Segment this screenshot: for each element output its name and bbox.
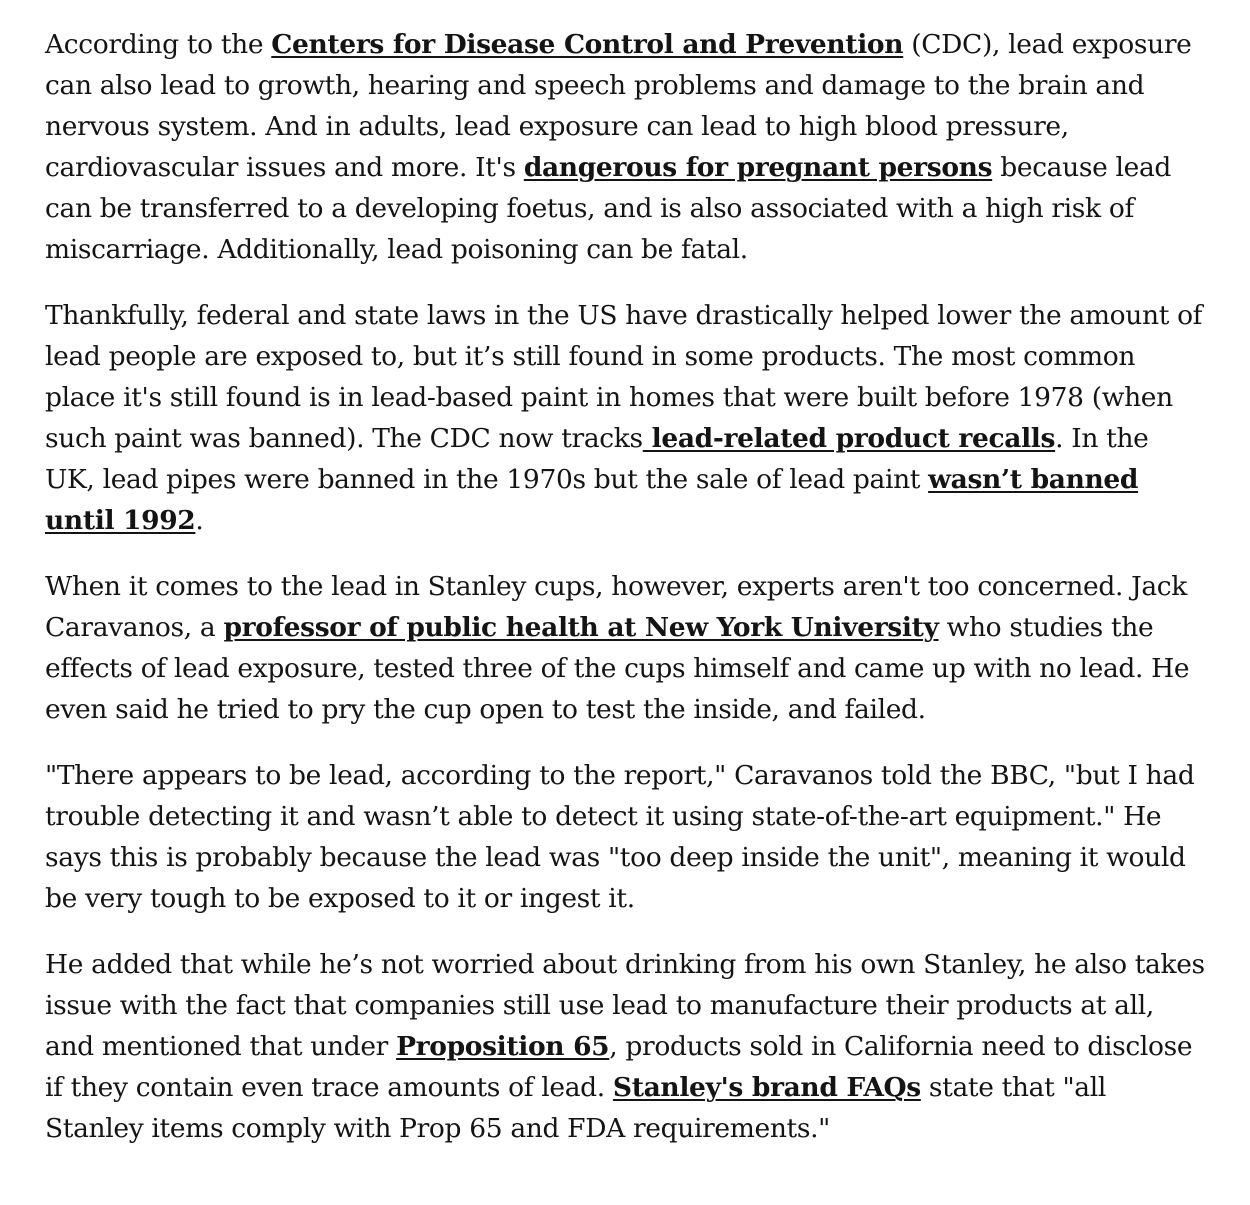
- paragraph-4: [45, 755, 1205, 919]
- proposition-65-link[interactable]: Proposition 65: [396, 1031, 610, 1062]
- paragraph-5: [45, 944, 1205, 1149]
- paragraph-2: [45, 295, 1205, 541]
- cdc-link[interactable]: Centers for Disease Control and Prevention: [271, 29, 904, 60]
- paragraph-1: [45, 24, 1205, 270]
- stanley-faqs-link[interactable]: Stanley's brand FAQs: [612, 1072, 921, 1103]
- paragraph-text: (CDC), lead exposure can also lead to growth, hearing and speech problems and damage to the brain and nervous system. And in adults, lead exposure can lead to high blood pressure, cardiovascular issues and more. It's: [45, 29, 1192, 183]
- product-recalls-link[interactable]: lead-related product recalls: [642, 423, 1056, 454]
- pregnant-persons-link[interactable]: dangerous for pregnant persons: [523, 152, 993, 183]
- lead-paint-ban-link[interactable]: wasn’t banned until 1992: [45, 464, 1139, 536]
- nyu-professor-link[interactable]: professor of public health at New York University: [223, 612, 939, 643]
- paragraph-text: because lead can be transferred to a developing foetus, and is also associated with a high risk of miscarriage. Additionally, lead poisoning can be fatal.: [45, 152, 1172, 265]
- paragraph-3: [45, 566, 1205, 730]
- paragraph-text: Thankfully, federal and state laws in the US have drastically helped lower the amount of lead people are exposed to, but it’s still found in some products. The most common place it's still found is in lead-based paint in homes that were built before 1978 (when such paint was banned). The CDC now tracks: [45, 300, 1203, 454]
- paragraph-text: , products sold in California need to disclose if they contain even trace amounts of lead.: [45, 1031, 1193, 1103]
- paragraph-text: .: [195, 505, 204, 536]
- paragraph-text: state that "all Stanley items comply with Prop 65 and FDA requirements.": [45, 1072, 1106, 1144]
- paragraph-text: who studies the effects of lead exposure, tested three of the cups himself and came up with no lead. He even said he tried to pry the cup open to test the inside, and failed.: [45, 612, 1190, 725]
- paragraph-text: According to the: [45, 29, 272, 60]
- paragraph-text: When it comes to the lead in Stanley cups, however, experts aren't too concerned. Jack Caravanos, a: [45, 571, 1188, 643]
- paragraph-text: "There appears to be lead, according to the report," Caravanos told the BBC, "but I had trouble detecting it and wasn’t able to detect it using state-of-the-art equipment." He says this is probably because the lead was "too deep inside the unit", meaning it would be very tough to be exposed to it or ingest it.: [45, 760, 1195, 914]
- paragraph-text: . In the UK, lead pipes were banned in the 1970s but the sale of lead paint: [45, 423, 1149, 495]
- paragraph-text: He added that while he’s not worried about drinking from his own Stanley, he also takes issue with the fact that companies still use lead to manufacture their products at all, and mentioned that under: [45, 949, 1205, 1062]
